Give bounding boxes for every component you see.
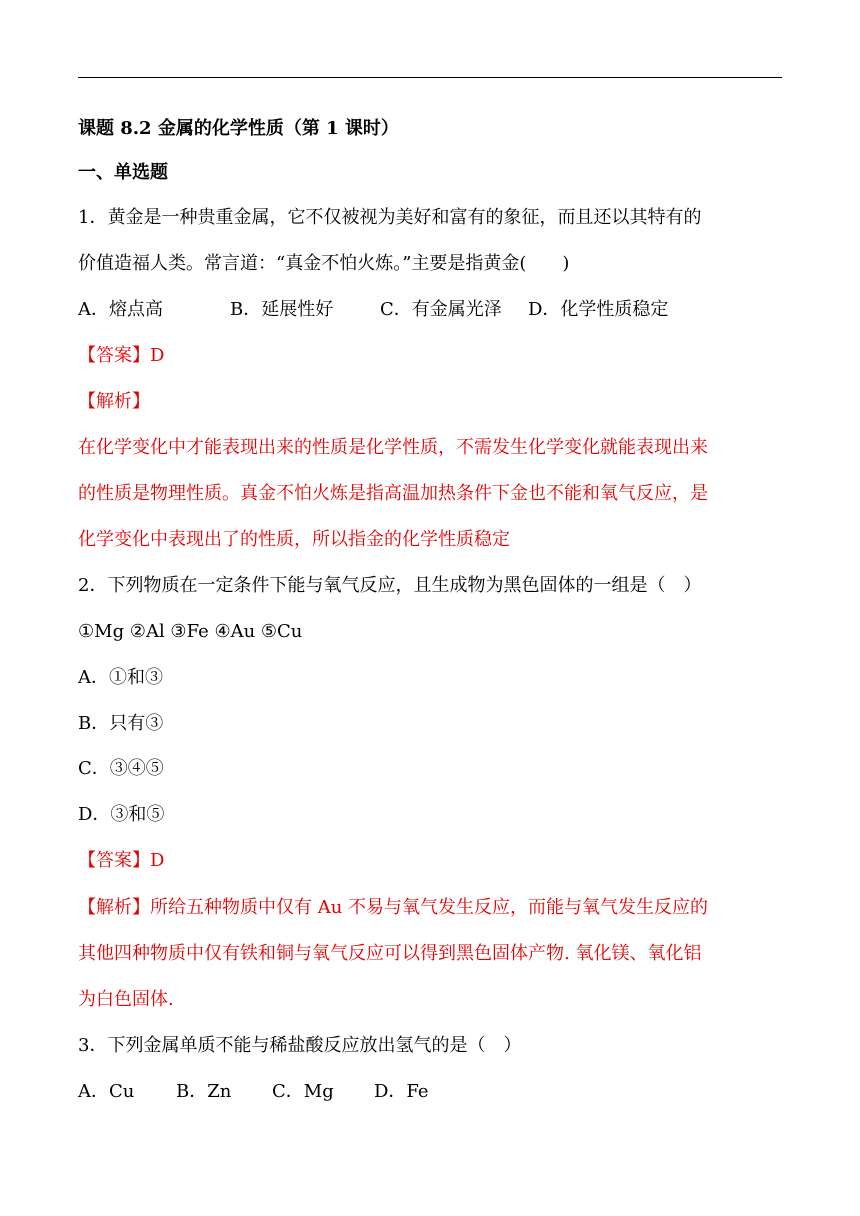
lesson-title: 课题 8.2 金属的化学性质（第 1 课时） xyxy=(78,118,399,139)
q1-options xyxy=(78,298,788,322)
q2-option-d: D．③和⑤ xyxy=(78,804,165,825)
q1-analysis-label: 【解析】 xyxy=(78,391,150,412)
q2-option-a: A．①和③ xyxy=(78,667,163,688)
q1-answer-label: 【答案】 xyxy=(78,345,150,366)
q1-analysis-line2: 的性质是物理性质。真金不怕火炼是指高温加热条件下金也不能和氧气反应，是 xyxy=(78,483,708,504)
section-heading: 一、单选题 xyxy=(78,162,168,183)
q1-answer-value: D xyxy=(150,345,165,366)
q2-option-c: C．③④⑤ xyxy=(78,758,164,779)
header-rule xyxy=(78,77,782,78)
q2-analysis-line2: 其他四种物质中仅有铁和铜与氧气反应可以得到黑色固体产物. 氧化镁、氧化铝 xyxy=(78,943,702,964)
q2-analysis-text1: 所给五种物质中仅有 Au 不易与氧气发生反应，而能与氧气发生反应的 xyxy=(150,897,709,918)
q1-answer xyxy=(78,344,788,368)
q2-answer-value: D xyxy=(150,850,165,871)
q3-option-d: D．Fe xyxy=(374,1081,429,1102)
q1-stem-line2: 价值造福人类。常言道：“真金不怕火炼。”主要是指黄金( ) xyxy=(78,253,570,274)
q2-answer xyxy=(78,849,788,873)
q1-option-a: A．熔点高 xyxy=(78,299,163,320)
q3-options xyxy=(78,1080,788,1104)
q1-option-b: B．延展性好 xyxy=(230,299,334,320)
q1-analysis-line3: 化学变化中表现出了的性质，所以指金的化学性质稳定 xyxy=(78,529,510,550)
q2-analysis-line1 xyxy=(78,896,788,920)
q3-stem: 3．下列金属单质不能与稀盐酸反应放出氢气的是（ ） xyxy=(78,1035,522,1056)
q2-option-b: B．只有③ xyxy=(78,713,164,734)
q2-answer-label: 【答案】 xyxy=(78,850,150,871)
q2-stem-line2: ①Mg ②Al ③Fe ④Au ⑤Cu xyxy=(78,621,303,642)
q1-stem-line1: 1．黄金是一种贵重金属，它不仅被视为美好和富有的象征，而且还以其特有的 xyxy=(78,207,702,228)
q1-option-d: D．化学性质稳定 xyxy=(528,299,669,320)
q3-option-b: B．Zn xyxy=(176,1081,232,1102)
q1-analysis-line1: 在化学变化中才能表现出来的性质是化学性质，不需发生化学变化就能表现出来 xyxy=(78,437,708,458)
q3-option-a: A．Cu xyxy=(78,1081,135,1102)
q3-option-c: C．Mg xyxy=(272,1081,334,1102)
q2-analysis-label: 【解析】 xyxy=(78,897,150,918)
q2-analysis-line3: 为白色固体. xyxy=(78,989,174,1010)
q2-stem-line1: 2．下列物质在一定条件下能与氧气反应，且生成物为黑色固体的一组是（ ） xyxy=(78,575,702,596)
q1-option-c: C．有金属光泽 xyxy=(380,299,502,320)
